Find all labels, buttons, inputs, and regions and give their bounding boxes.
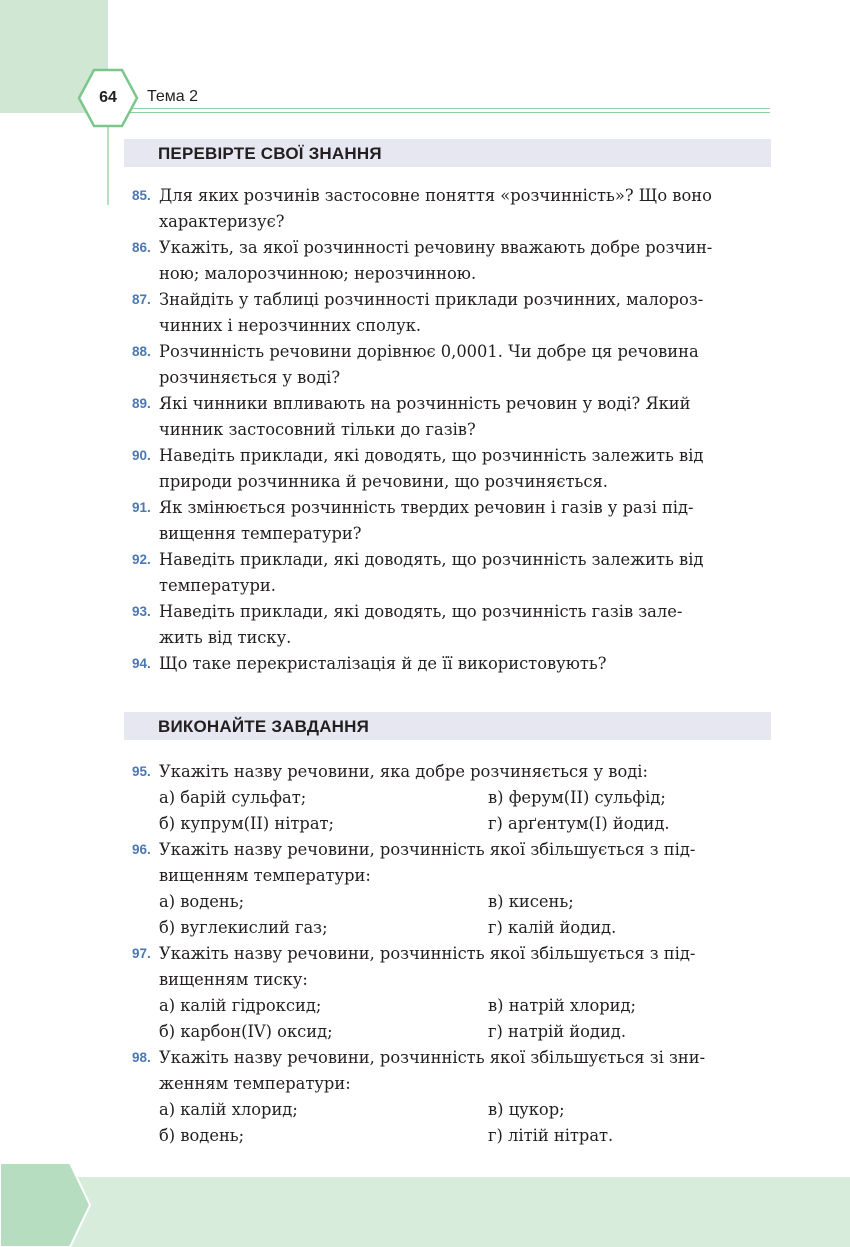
task-text-line: Укажіть назву речовини, розчинність якої збільшується з під- xyxy=(159,944,696,963)
section-title-check-knowledge: ПЕРЕВІРТЕ СВОЇ ЗНАННЯ xyxy=(158,144,382,163)
task-option: г) калій йодид. xyxy=(488,918,617,937)
task-97 xyxy=(132,941,772,993)
task-number: 97. xyxy=(132,946,151,961)
question-text-line: Знайдіть у таблиці розчинності приклади розчинних, малороз- xyxy=(159,290,704,309)
task-option: в) кисень; xyxy=(488,892,574,911)
question-text-line: Що таке перекристалізація й де її використовують? xyxy=(159,654,607,673)
question-text-line: Укажіть, за якої розчинності речовину вважають добре розчин- xyxy=(159,238,713,257)
question-88 xyxy=(132,339,772,391)
task-option: а) калій гідроксид; xyxy=(159,996,322,1015)
question-93 xyxy=(132,599,772,651)
task-option: б) водень; xyxy=(159,1126,245,1145)
question-text-line: характеризує? xyxy=(159,212,285,231)
question-text-line: чинник застосовний тільки до газів? xyxy=(159,420,476,439)
task-95 xyxy=(132,759,772,785)
task-option: б) вуглекислий газ; xyxy=(159,918,328,937)
task-text-line: Укажіть назву речовини, розчинність якої збільшується зі зни- xyxy=(159,1048,706,1067)
question-text-line: Для яких розчинів застосовне поняття «розчинність»? Що воно xyxy=(159,186,712,205)
question-number: 88. xyxy=(132,344,151,359)
task-option: г) натрій йодид. xyxy=(488,1022,627,1041)
task-text-line: Укажіть назву речовини, розчинність якої збільшується з під- xyxy=(159,840,696,859)
question-number: 86. xyxy=(132,240,151,255)
question-number: 93. xyxy=(132,604,151,619)
question-text-line: ною; малорозчинною; нерозчинною. xyxy=(159,264,477,283)
question-text-line: Як змінюється розчинність твердих речовин і газів у разі під- xyxy=(159,498,694,517)
task-option: а) водень; xyxy=(159,892,245,911)
question-92 xyxy=(132,547,772,599)
task-98 xyxy=(132,1045,772,1097)
question-text-line: Наведіть приклади, які доводять, що розчинність газів зале- xyxy=(159,602,683,621)
task-option: б) карбон(IV) оксид; xyxy=(159,1022,333,1041)
question-number: 89. xyxy=(132,396,151,411)
question-number: 90. xyxy=(132,448,151,463)
task-option: б) купрум(II) нітрат; xyxy=(159,814,335,833)
header-rule-secondary xyxy=(120,112,770,113)
task-option: г) арґентум(I) йодид. xyxy=(488,814,670,833)
question-text-line: температури. xyxy=(159,576,276,595)
question-85 xyxy=(132,183,772,235)
question-text-line: Наведіть приклади, які доводять, що розчинність залежить від xyxy=(159,446,704,465)
task-number: 95. xyxy=(132,764,151,779)
task-option: г) літій нітрат. xyxy=(488,1126,614,1145)
question-89 xyxy=(132,391,772,443)
task-text-line: женням температури: xyxy=(159,1074,351,1093)
question-87 xyxy=(132,287,772,339)
task-option: в) ферум(II) сульфід; xyxy=(488,788,666,807)
page-number: 64 xyxy=(99,89,117,106)
question-text-line: Які чинники впливають на розчинність речовин у воді? Який xyxy=(159,394,691,413)
question-number: 85. xyxy=(132,188,151,203)
question-90 xyxy=(132,443,772,495)
question-text-line: чинних і нерозчинних сполук. xyxy=(159,316,422,335)
topic-label: Тема 2 xyxy=(147,88,199,105)
question-text-line: жить від тиску. xyxy=(159,628,292,647)
task-text-line: вищенням тиску: xyxy=(159,970,308,989)
question-text-line: природи розчинника й речовини, що розчиняється. xyxy=(159,472,608,491)
task-option: а) барій сульфат; xyxy=(159,788,307,807)
task-96 xyxy=(132,837,772,889)
question-text-line: вищення температури? xyxy=(159,524,362,543)
task-option: а) калій хлорид; xyxy=(159,1100,298,1119)
question-text-line: розчиняється у воді? xyxy=(159,368,341,387)
task-option: в) цукор; xyxy=(488,1100,565,1119)
task-text-line: Укажіть назву речовини, яка добре розчиняється у воді: xyxy=(159,762,648,781)
question-number: 94. xyxy=(132,656,151,671)
question-91 xyxy=(132,495,772,547)
question-number: 91. xyxy=(132,500,151,515)
question-text-line: Наведіть приклади, які доводять, що розчинність залежить від xyxy=(159,550,704,569)
section-title-do-tasks: ВИКОНАЙТЕ ЗАВДАННЯ xyxy=(158,717,370,736)
task-number: 96. xyxy=(132,842,151,857)
task-text-line: вищенням температури: xyxy=(159,866,371,885)
question-94 xyxy=(132,651,772,677)
header-rule xyxy=(120,108,770,109)
bottom-corner-tab-icon xyxy=(0,1160,100,1247)
task-option: в) натрій хлорид; xyxy=(488,996,637,1015)
question-number: 92. xyxy=(132,552,151,567)
question-text-line: Розчинність речовини дорівнює 0,0001. Чи добре ця речовина xyxy=(159,342,699,361)
task-number: 98. xyxy=(132,1050,151,1065)
question-86 xyxy=(132,235,772,287)
bottom-band xyxy=(0,1177,850,1247)
question-number: 87. xyxy=(132,292,151,307)
